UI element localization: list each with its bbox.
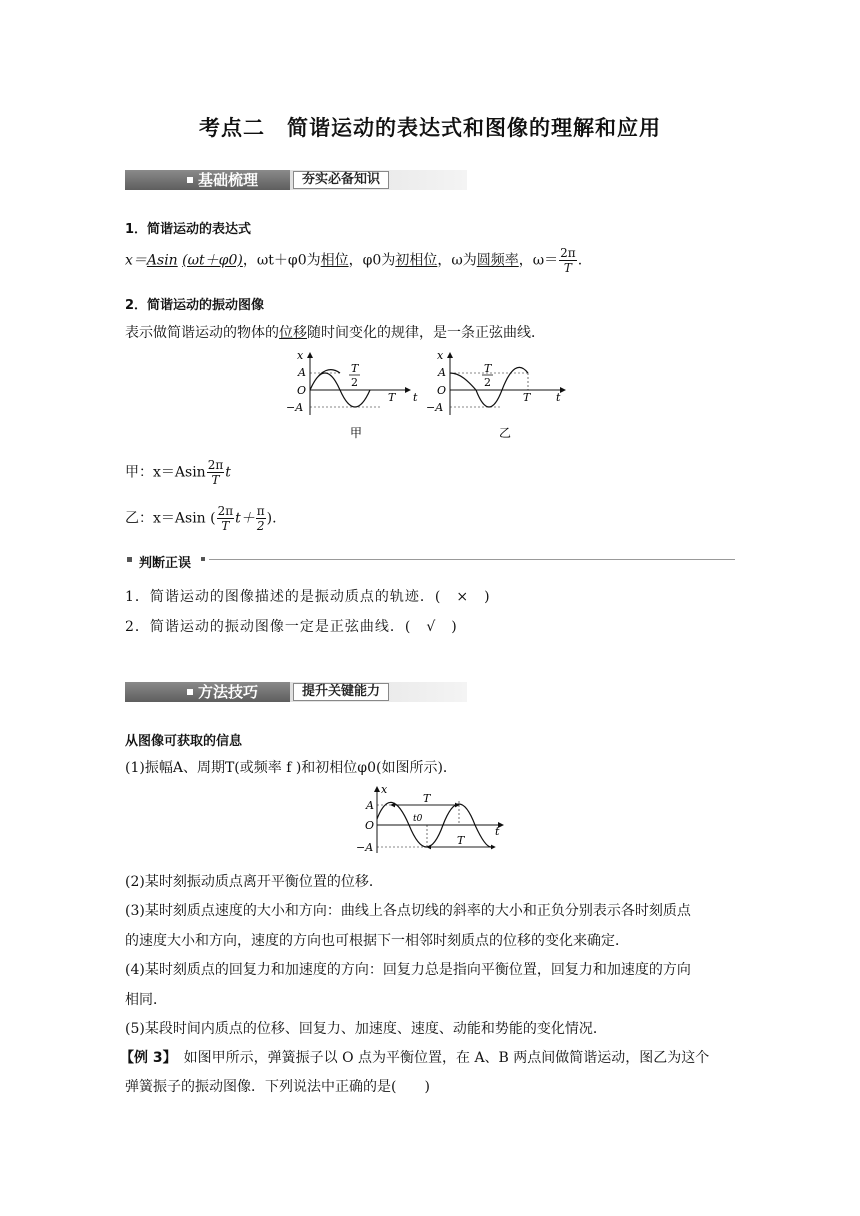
method-heading: 从图像可获取的信息 [125, 734, 243, 749]
method-item-1: (1)振幅A、周期T(或频率 f )和初相位φ0(如图所示)． [125, 760, 457, 776]
svg-text:t0: t0 [413, 814, 423, 824]
square-bullet-icon [187, 177, 193, 183]
term-initial-phase: 初相位 [395, 252, 438, 269]
section-banner-methods [125, 682, 467, 702]
method-item-4a: (4)某时刻质点的回复力和加速度的方向：回复力总是指向平衡位置，回复力和加速度的方向 [125, 962, 691, 978]
svg-text:2: 2 [484, 376, 491, 389]
formula-phase-arg: (ωt＋φ0) [182, 252, 243, 269]
svg-text:A: A [438, 366, 446, 379]
term-phase: 相位 [320, 252, 349, 269]
method-item-4b: 相同． [125, 992, 167, 1008]
expression-formula: x＝Asin (ωt＋φ0)，ωt＋φ0为相位，φ0为初相位，ω为圆频率，ω＝ $\frac{2\pi}{T}$ . [125, 246, 583, 275]
svg-text:A: A [298, 366, 306, 379]
example-label: 【例 3】 [120, 1050, 170, 1066]
formula-amplitude: Asin [146, 252, 178, 269]
sine-graph-period [355, 783, 515, 858]
method-item-3a: (3)某时刻质点速度的大小和方向：曲线上各点切线的斜率的大小和正负分别表示各时刻质点 [125, 903, 691, 919]
svg-text:−A: −A [356, 841, 374, 854]
banner-dark-label: 基础梳理 [198, 171, 259, 189]
svg-text:T: T [423, 792, 431, 805]
svg-text:−A: −A [426, 401, 444, 414]
term-displacement: 位移 [279, 325, 307, 341]
svg-text:t: t [413, 391, 418, 404]
svg-text:O: O [297, 384, 307, 397]
caption-yi: 乙 [499, 426, 512, 440]
sine-graphs-jia-yi [280, 345, 580, 445]
equation-jia: 甲：x＝Asin $\frac{2\pi}{T}$ t [125, 458, 231, 487]
svg-text:A: A [366, 799, 374, 812]
method-item-3b: 的速度大小和方向，速度的方向也可根据下一相邻时刻质点的位移的变化来确定． [125, 933, 629, 949]
svg-text:2: 2 [351, 376, 358, 389]
section-heading-graph: 2．简谐运动的振动图像 [125, 298, 265, 313]
banner-light-label: 提升关键能力 [293, 683, 389, 701]
caption-jia: 甲 [350, 426, 363, 440]
svg-text:x: x [381, 783, 388, 796]
svg-text:−A: −A [286, 401, 304, 414]
section-banner-basics [125, 170, 467, 190]
svg-text:O: O [365, 819, 375, 832]
svg-text:t: t [556, 391, 561, 404]
section-heading-expression: 1．简谐运动的表达式 [125, 222, 252, 237]
svg-text:T: T [388, 391, 396, 404]
square-bullet-icon [187, 689, 193, 695]
graph-description: 表示做简谐运动的物体的位移随时间变化的规律，是一条正弦曲线． [125, 325, 545, 341]
svg-text:T: T [457, 834, 465, 847]
term-angular-frequency: 圆频率 [476, 252, 519, 269]
svg-text:T: T [523, 391, 531, 404]
equation-yi: 乙：x＝Asin ( $\frac{2\pi}{T}$ t＋ $\frac{\pi}{2}$ ). [125, 504, 277, 533]
judge-question-1: 1．简谐运动的图像描述的是振动质点的轨迹．( × ) [125, 589, 491, 605]
square-bullet-icon [127, 557, 132, 562]
svg-text:T: T [484, 362, 492, 375]
svg-text:t: t [495, 825, 500, 838]
banner-light-label: 夯实必备知识 [293, 171, 389, 189]
example-line-1: 【例 3】 如图甲所示，弹簧振子以 O 点为平衡位置，在 A、B 两点间做简谐运动，图乙为这个 [120, 1050, 710, 1066]
page-title: 考点二 简谐运动的表达式和图像的理解和应用 [199, 116, 661, 140]
method-item-2: (2)某时刻振动质点离开平衡位置的位移． [125, 874, 383, 890]
svg-text:x: x [297, 349, 304, 362]
banner-dark-label: 方法技巧 [198, 683, 259, 701]
method-item-5: (5)某段时间内质点的位移、回复力、加速度、速度、动能和势能的变化情况． [125, 1021, 607, 1037]
example-line-2: 弹簧振子的振动图像．下列说法中正确的是( ) [125, 1079, 430, 1095]
judge-question-2: 2．简谐运动的振动图像一定是正弦曲线．( √ ) [125, 619, 458, 635]
graph-yi [426, 349, 565, 440]
graph-jia [286, 349, 418, 440]
omega-fraction: $\frac{2\pi}{T}$ [560, 246, 576, 275]
svg-text:x: x [437, 349, 444, 362]
judge-title: 判断正误 [139, 556, 192, 571]
svg-text:O: O [437, 384, 447, 397]
svg-text:T: T [351, 362, 359, 375]
judge-divider [125, 552, 735, 571]
